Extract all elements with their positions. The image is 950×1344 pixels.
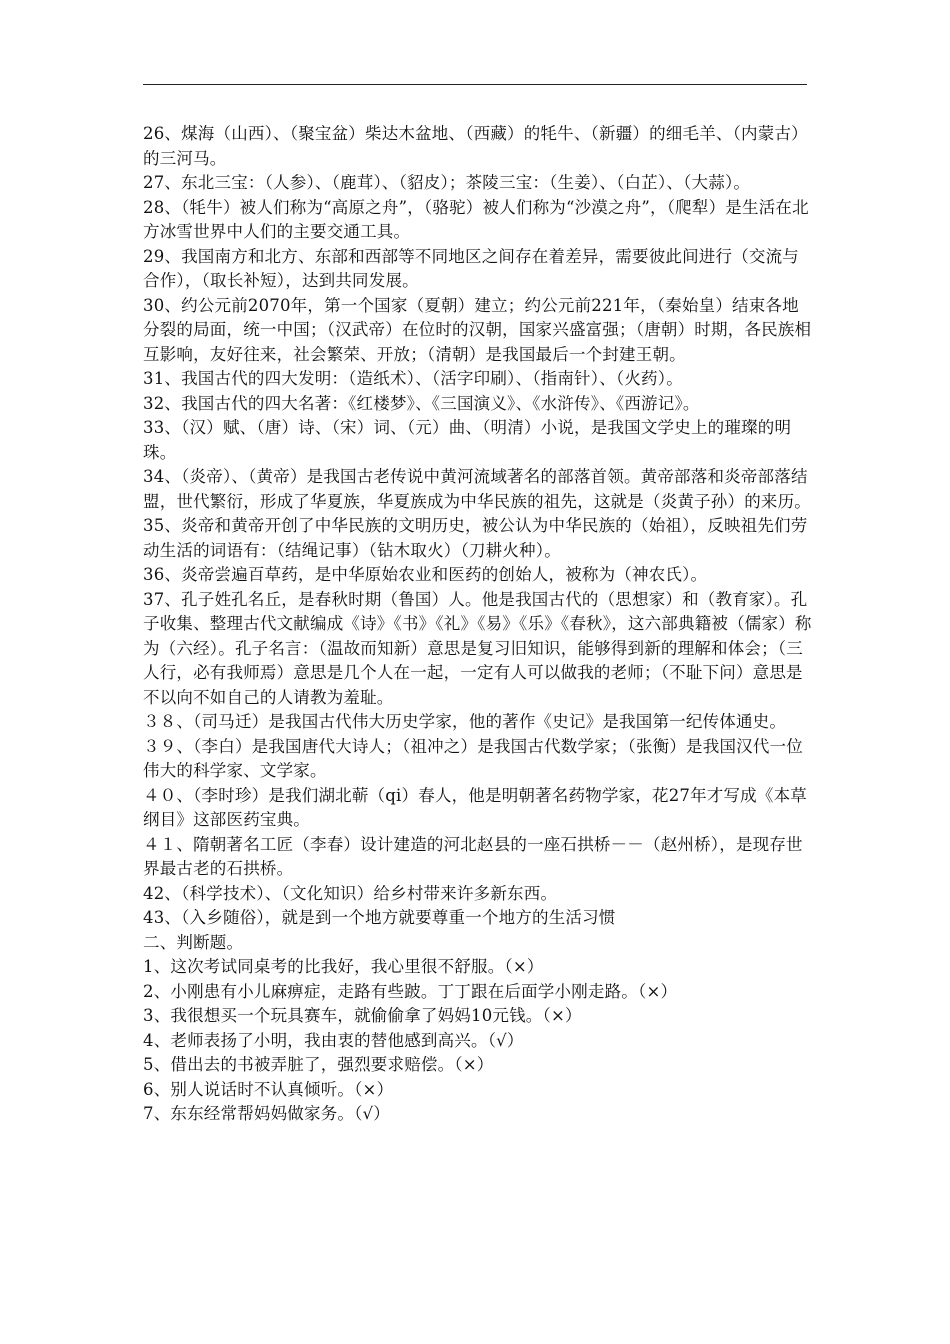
paragraph: 42、（科学技术）、（文化知识）给乡村带来许多新东西。 — [143, 883, 558, 903]
section-heading: 二、判断题。 — [143, 932, 244, 952]
judgment-item: 2、小刚患有小儿麻痹症，走路有些跛。丁丁跟在后面学小刚走路。（×） — [143, 981, 678, 1001]
judgment-item: 5、借出去的书被弄脏了，强烈要求赔偿。（×） — [143, 1055, 494, 1074]
header-rule — [143, 84, 807, 85]
paragraph: 36、炎帝尝遍百草药，是中华原始农业和医药的创始人，被称为（神农氏）。 — [143, 565, 708, 584]
paragraph: 27、东北三宝：（人参）、（鹿茸）、（貂皮）；茶陵三宝：（生姜）、（白芷）、（大蒜）。 — [143, 173, 751, 192]
paragraph: 31、我国古代的四大发明：（造纸术）、（活字印刷）、（指南针）、（火药）。 — [143, 369, 683, 388]
judgment-item: 7、东东经常帮妈妈做家务。（√） — [143, 1104, 390, 1123]
judgment-item: 3、我很想买一个玩具赛车，就偷偷拿了妈妈10元钱。（×） — [143, 1006, 582, 1025]
paragraph: 30、约公元前2070年，第一个国家（夏朝）建立；约公元前221年，（秦始皇）结束各地分裂的局面，统一中国；（汉武帝）在位时的汉朝，国家兴盛富强；（唐朝）时期，各民族相互影响，友好往来，社会繁荣、开放；（清朝）是我国最后一个封建王朝。 — [143, 295, 812, 364]
paragraph: ３８、（司马迁）是我国古代伟大历史学家，他的著作《史记》是我国第一纪传体通史。 — [143, 712, 787, 731]
judgment-item: 4、老师表扬了小明，我由衷的替他感到高兴。（√） — [143, 1030, 524, 1050]
paragraph: 43、（入乡随俗），就是到一个地方就要尊重一个地方的生活习惯 — [143, 908, 616, 927]
paragraph: 28、（牦牛）被人们称为“高原之舟”，（骆驼）被人们称为“沙漠之舟”，（爬犁）是生活在北方冰雪世界中人们的主要交通工具。 — [143, 197, 809, 241]
paragraph: ４１、隋朝著名工匠（李春）设计建造的河北赵县的一座石拱桥－－（赵州桥），是现存世界最古老的石拱桥。 — [143, 834, 803, 878]
judgment-item: 1、这次考试同桌考的比我好，我心里很不舒服。（×） — [143, 957, 544, 976]
paragraph: 34、（炎帝）、（黄帝）是我国古老传说中黄河流域著名的部落首领。黄帝部落和炎帝部落结盟，世代繁衍，形成了华夏族，华夏族成为中华民族的祖先，这就是（炎黄子孙）的来历。 — [143, 467, 811, 511]
paragraph: 35、炎帝和黄帝开创了中华民族的文明历史，被公认为中华民族的（始祖），反映祖先们劳动生活的词语有：（结绳记事）（钻木取火）（刀耕火种）。 — [143, 516, 808, 560]
paragraph: 32、我国古代的四大名著：《红楼梦》、《三国演义》、《水浒传》、《西游记》。 — [143, 393, 700, 413]
paragraph: 33、（汉）赋、（唐）诗、（宋）词、（元）曲、（明清）小说，是我国文学史上的璀璨的明珠。 — [143, 418, 792, 462]
document-body — [143, 122, 813, 1127]
paragraph: ４０、（李时珍）是我们湖北蕲（qi）春人，他是明朝著名药物学家，花27年才写成《本草纲目》这部医药宝典。 — [143, 785, 807, 829]
paragraph: ３９、（李白）是我国唐代大诗人；（祖冲之）是我国古代数学家；（张衡）是我国汉代一位伟大的科学家、文学家。 — [143, 736, 803, 780]
paragraph: 26、煤海（山西）、（聚宝盆）柴达木盆地、（西藏）的牦牛、（新疆）的细毛羊、（内蒙古）的三河马。 — [143, 124, 808, 168]
judgment-item: 6、别人说话时不认真倾听。（×） — [143, 1079, 394, 1099]
paragraph: 29、我国南方和北方、东部和西部等不同地区之间存在着差异，需要彼此间进行（交流与合作），（取长补短），达到共同发展。 — [143, 246, 799, 290]
paragraph: 37、孔子姓孔名丘，是春秋时期（鲁国）人。他是我国古代的（思想家）和（教育家）。孔子收集、整理古代文献编成《诗》《书》《礼》《易》《乐》《春秋》，这六部典籍被（儒家）称为（六经）。孔子名言：（温故而知新）意思是复习旧知识，能够得到新的理解和体会；（三人行，必有我师焉）意思是几个人在一起，一定有人可以做我的老师；（不耻下问）意思是不以向不如自己的人请教为羞耻。 — [143, 589, 812, 707]
